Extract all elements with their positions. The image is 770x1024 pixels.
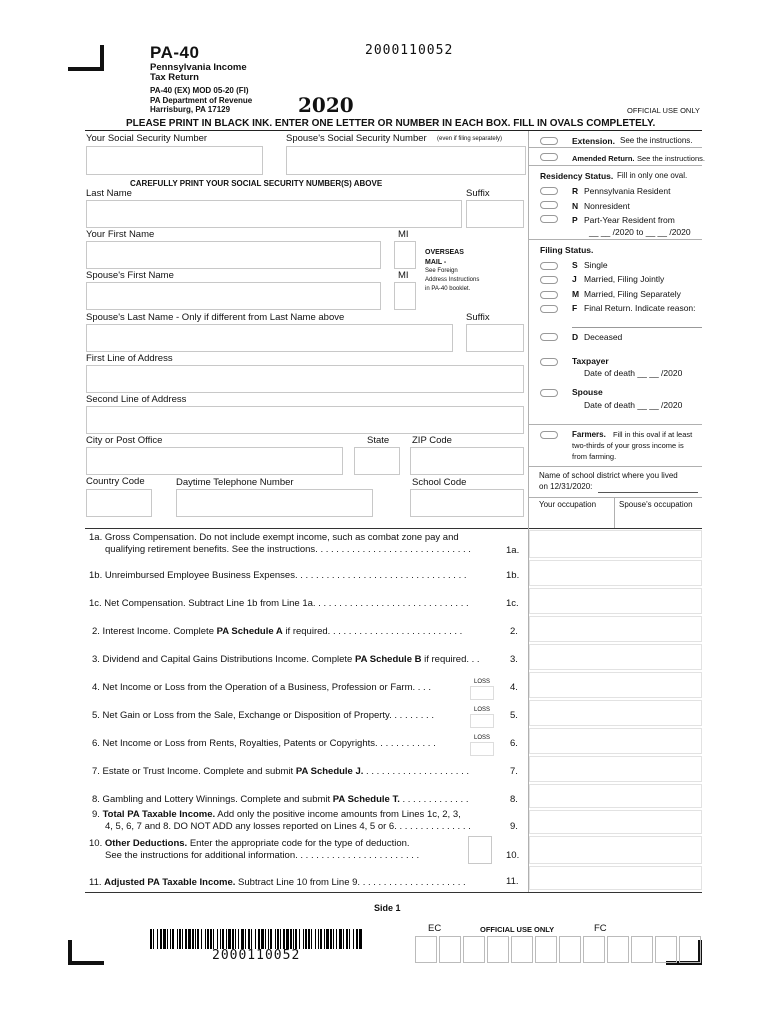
filing-d-oval[interactable]	[540, 333, 558, 341]
line-3-text: 3. Dividend and Capital Gains Distributions Income. Complete PA Schedule B if required. . .	[92, 654, 480, 665]
taxpayer-death-date: Date of death __ __ /2020	[584, 368, 683, 378]
ssn-label: Your Social Security Number	[86, 133, 208, 144]
filing-status-title: Filing Status.	[540, 245, 594, 255]
barcode-bar	[315, 929, 316, 949]
filing-j-label: Married, Filing Jointly	[584, 274, 665, 284]
spouse-first-label: Spouse's First Name	[86, 270, 174, 281]
barcode-bar	[308, 929, 310, 949]
lines-bottom-rule	[85, 892, 702, 893]
line-1b-amount[interactable]	[529, 560, 702, 586]
barcode-bar	[330, 929, 332, 949]
header-barcode-number: 2000110052	[365, 43, 454, 58]
line-9-num: 9.	[510, 821, 518, 832]
line-6-text: 6. Net Income or Loss from Rents, Royalties, Patents or Copyrights. . . . . . . . . . . .	[92, 738, 436, 749]
address2-input[interactable]	[86, 406, 524, 434]
official-use-header: OFFICIAL USE ONLY	[627, 106, 700, 115]
line-9-amount[interactable]	[529, 810, 702, 834]
official-use-box	[439, 936, 461, 963]
line-6-amount[interactable]	[529, 728, 702, 754]
official-use-box	[607, 936, 629, 963]
line-3-amount[interactable]	[529, 644, 702, 670]
line-5-amount[interactable]	[529, 700, 702, 726]
residency-n-code: N	[572, 201, 579, 211]
filing-d-label: Deceased	[584, 332, 623, 342]
barcode-bar	[255, 929, 256, 949]
residency-p-label: Part-Year Resident from	[584, 215, 675, 225]
official-use-boxes	[415, 936, 703, 964]
address1-label: First Line of Address	[86, 353, 173, 364]
barcode-bar	[353, 929, 354, 949]
barcode-bar	[167, 929, 168, 949]
filing-s-oval[interactable]	[540, 262, 558, 270]
line-3-num: 3.	[510, 654, 518, 665]
line-1a-text: 1a. Gross Compensation. Do not include exempt income, such as combat zone pay and	[89, 532, 459, 543]
farmers-oval[interactable]	[540, 431, 558, 439]
corner-mark-top-left-v	[100, 45, 104, 71]
barcode-bar	[195, 929, 196, 949]
right-panel-rule-2	[528, 165, 702, 166]
spouse-mi-input[interactable]	[394, 282, 416, 310]
corner-mark-bottom-left-v	[68, 940, 72, 965]
footer-barcode-number: 2000110052	[212, 948, 301, 963]
line-2-text: 2. Interest Income. Complete PA Schedule A if required. . . . . . . . . . . . . . . . . . . . . . . . . .	[92, 626, 463, 637]
line-10-amount[interactable]	[529, 836, 702, 864]
official-use-box	[535, 936, 557, 963]
amended-note: See the instructions.	[637, 154, 705, 163]
filing-f-label: Final Return. Indicate reason:	[584, 303, 696, 313]
first-name-input[interactable]	[86, 241, 381, 269]
line-10-code-box[interactable]	[468, 836, 492, 864]
form-title-line2: Tax Return	[150, 72, 199, 83]
barcode-bar	[222, 929, 224, 949]
zip-input[interactable]	[410, 447, 524, 475]
barcode-bar	[286, 929, 289, 949]
line-1c-amount[interactable]	[529, 588, 702, 614]
line-4-loss-label: LOSS	[474, 679, 491, 685]
line-8-num: 8.	[510, 794, 518, 805]
barcode-bar	[280, 929, 281, 949]
last-name-label: Last Name	[86, 188, 132, 199]
farmers-line3: from farming.	[572, 452, 617, 461]
barcode-bar	[320, 929, 322, 949]
line-4-amount[interactable]	[529, 672, 702, 698]
spouse-ssn-note: (even if filing separately)	[437, 136, 503, 142]
corner-mark-top-left	[68, 67, 104, 71]
barcode-bar	[265, 929, 266, 949]
filing-f-oval[interactable]	[540, 305, 558, 313]
school-district-label1: Name of school district where you lived	[539, 471, 678, 480]
barcode-bar	[268, 929, 269, 949]
amended-label: Amended Return.	[572, 154, 635, 163]
barcode-bar	[210, 929, 212, 949]
mi-label: MI	[398, 229, 409, 240]
residency-r-label: Pennsylvania Resident	[584, 186, 671, 196]
barcode-bar	[232, 929, 234, 949]
barcode-bar	[163, 929, 166, 949]
occupation-divider	[614, 497, 615, 528]
school-code-input[interactable]	[410, 489, 524, 517]
overseas-title2: MAIL -	[425, 259, 447, 266]
barcode-bar	[150, 929, 152, 949]
barcode-bar	[192, 929, 194, 949]
barcode-bar	[324, 929, 325, 949]
line-10-text2: See the instructions for additional information. . . . . . . . . . . . . . . . . . . . . . . .	[105, 850, 420, 861]
barcode-bar	[318, 929, 319, 949]
filing-d-code: D	[572, 332, 579, 342]
residency-n-label: Nonresident	[584, 201, 630, 211]
spouse-deceased-oval[interactable]	[540, 389, 558, 397]
right-panel-rule-3	[528, 239, 702, 240]
spouse-mi-label: MI	[398, 270, 409, 281]
barcode-bar	[326, 929, 329, 949]
filing-m-code: M	[572, 289, 580, 299]
footer-official-use: OFFICIAL USE ONLY	[480, 925, 555, 934]
occupation-label: Your occupation	[539, 500, 597, 509]
line-6-num: 6.	[510, 738, 518, 749]
filing-f-code: F	[572, 303, 578, 313]
official-use-box	[583, 936, 605, 963]
city-label: City or Post Office	[86, 435, 163, 446]
right-panel-rule-1	[528, 147, 702, 148]
filing-s-label: Single	[584, 260, 608, 270]
phone-input[interactable]	[176, 489, 373, 517]
barcode-bar	[179, 929, 181, 949]
line-5-text: 5. Net Gain or Loss from the Sale, Exchange or Disposition of Property. . . . . . . . .	[92, 710, 434, 721]
barcode-bar	[258, 929, 260, 949]
form-title-line1: Pennsylvania Income	[150, 62, 247, 73]
barcode-bar	[333, 929, 334, 949]
barcode-bar	[339, 929, 342, 949]
tax-year: 2020	[298, 93, 354, 117]
barcode-bar	[235, 929, 236, 949]
barcode-bar	[290, 929, 292, 949]
residency-r-oval[interactable]	[540, 187, 558, 195]
barcode-bar	[299, 929, 300, 949]
line-5-num: 5.	[510, 710, 518, 721]
ssn-input[interactable]	[86, 146, 263, 175]
line-7-amount[interactable]	[529, 756, 702, 782]
line-8-amount[interactable]	[529, 784, 702, 808]
barcode-bar	[182, 929, 183, 949]
barcode	[150, 929, 364, 949]
barcode-bar	[283, 929, 285, 949]
farmers-line1: Fill in this oval if at least	[613, 430, 693, 439]
country-label: Country Code	[86, 476, 145, 487]
barcode-bar	[160, 929, 162, 949]
school-district-input[interactable]	[598, 492, 698, 493]
official-use-box	[463, 936, 485, 963]
residency-n-oval[interactable]	[540, 201, 558, 209]
line-6-loss-label: LOSS	[474, 735, 491, 741]
residency-r-code: R	[572, 186, 579, 196]
spouse-death-date: Date of death __ __ /2020	[584, 400, 683, 410]
barcode-bar	[207, 929, 209, 949]
school-code-label: School Code	[412, 477, 467, 488]
line-4-loss-box[interactable]	[470, 686, 494, 700]
official-use-box	[487, 936, 509, 963]
dept-city: Harrisburg, PA 17129	[150, 105, 231, 114]
filing-s-code: S	[572, 260, 578, 270]
residency-p-oval[interactable]	[540, 215, 558, 223]
line-6-loss-box[interactable]	[470, 742, 494, 756]
barcode-bar	[245, 929, 246, 949]
filing-m-label: Married, Filing Separately	[584, 289, 681, 299]
official-use-box	[655, 936, 677, 963]
right-panel-rule-5	[528, 466, 702, 467]
line-9-text: 9. Total PA Taxable Income. Add only the positive income amounts from Lines 1c, 2, 3,	[92, 809, 461, 820]
filing-j-code: J	[572, 274, 577, 284]
suffix-input[interactable]	[466, 200, 524, 228]
barcode-bar	[172, 929, 174, 949]
line-5-loss-label: LOSS	[474, 707, 491, 713]
right-panel-divider	[528, 131, 529, 528]
line-4-num: 4.	[510, 682, 518, 693]
barcode-bar	[261, 929, 264, 949]
last-name-input[interactable]	[86, 200, 462, 228]
spouse-occupation-label: Spouse's occupation	[619, 500, 693, 509]
overseas-line2: Address Instructions	[425, 277, 480, 283]
spouse-first-input[interactable]	[86, 282, 381, 310]
print-instructions: PLEASE PRINT IN BLACK INK. ENTER ONE LETTER OR NUMBER IN EACH BOX. FILL IN OVALS COMPLETELY.	[126, 118, 656, 129]
lines-top-rule	[85, 528, 702, 529]
spouse-ssn-label: Spouse's Social Security Number	[286, 133, 427, 144]
barcode-bar	[153, 929, 154, 949]
address1-input[interactable]	[86, 365, 524, 393]
header-rule	[85, 130, 702, 131]
line-7-num: 7.	[510, 766, 518, 777]
line-1a-num: 1a.	[506, 545, 520, 556]
mi-input[interactable]	[394, 241, 416, 269]
farmers-label: Farmers.	[572, 430, 606, 439]
line-2-num: 2.	[510, 626, 518, 637]
right-panel-rule-4	[528, 424, 702, 425]
taxpayer-deceased-oval[interactable]	[540, 358, 558, 366]
residency-p-code: P	[572, 215, 578, 225]
barcode-bar	[359, 929, 362, 949]
extension-note: See the instructions.	[620, 136, 693, 145]
barcode-bar	[201, 929, 202, 949]
spouse-last-label: Spouse's Last Name - Only if different from Last Name above	[86, 312, 345, 323]
first-name-label: Your First Name	[86, 229, 155, 240]
barcode-bar	[303, 929, 304, 949]
overseas-line1: See Foreign	[425, 268, 458, 274]
city-input[interactable]	[86, 447, 343, 475]
line-5-loss-box[interactable]	[470, 714, 494, 728]
spouse-ssn-input[interactable]	[286, 146, 526, 175]
line-11-num: 11.	[506, 876, 519, 887]
line-4-text: 4. Net Income or Loss from the Operation of a Business, Profession or Farm. . . .	[92, 682, 431, 693]
line-7-text: 7. Estate or Trust Income. Complete and submit PA Schedule J. . . . . . . . . . . . . . . . . . . . .	[92, 766, 469, 777]
spouse-suffix-input[interactable]	[466, 324, 524, 352]
right-panel-rule-6	[528, 497, 702, 498]
line-1c-text: 1c. Net Compensation. Subtract Line 1b from Line 1a. . . . . . . . . . . . . . . . . . . . . . . . . . . . . .	[89, 598, 469, 609]
final-reason-line	[572, 327, 702, 328]
zip-label: ZIP Code	[412, 435, 452, 446]
official-use-box	[631, 936, 653, 963]
filing-j-oval[interactable]	[540, 276, 558, 284]
line-9-text2: 4, 5, 6, 7 and 8. DO NOT ADD any losses reported on Lines 4, 5 or 6. . . . . . . . . . . . . . .	[105, 821, 471, 832]
barcode-bar	[157, 929, 158, 949]
barcode-bar	[217, 929, 218, 949]
footer-fc-label: FC	[594, 923, 607, 934]
barcode-bar	[185, 929, 187, 949]
line-11-text: 11. Adjusted PA Taxable Income. Subtract Line 10 from Line 9. . . . . . . . . . . . . . . . . . . . .	[89, 877, 466, 888]
barcode-bar	[213, 929, 214, 949]
ssn-notice: CAREFULLY PRINT YOUR SOCIAL SECURITY NUMBER(S) ABOVE	[130, 179, 383, 188]
barcode-bar	[251, 929, 252, 949]
barcode-bar	[270, 929, 272, 949]
farmers-line2: two-thirds of your gross income is	[572, 441, 684, 450]
form-id: PA-40	[150, 43, 200, 62]
barcode-bar	[356, 929, 358, 949]
barcode-bar	[238, 929, 239, 949]
barcode-bar	[343, 929, 344, 949]
footer-ec-label: EC	[428, 923, 442, 934]
state-label: State	[367, 435, 390, 446]
phone-label: Daytime Telephone Number	[176, 477, 294, 488]
barcode-bar	[349, 929, 350, 949]
line-1a-amount[interactable]	[529, 530, 702, 558]
extension-label: Extension.	[572, 136, 615, 146]
official-use-box	[415, 936, 437, 963]
spouse-last-input[interactable]	[86, 324, 453, 352]
side-label: Side 1	[374, 903, 401, 913]
line-8-text: 8. Gambling and Lottery Winnings. Complete and submit PA Schedule T. . . . . . . . . . . . . .	[92, 794, 469, 805]
residency-p-dates: __ __ /2020 to __ __ /2020	[589, 227, 691, 237]
suffix-label: Suffix	[466, 188, 490, 199]
residency-title: Residency Status.	[540, 171, 614, 181]
barcode-bar	[336, 929, 337, 949]
barcode-bar	[226, 929, 227, 949]
line-10-text: 10. Other Deductions. Enter the appropriate code for the type of deduction.	[89, 838, 410, 849]
extension-oval[interactable]	[540, 137, 558, 145]
line-2-amount[interactable]	[529, 616, 702, 642]
barcode-bar	[205, 929, 206, 949]
barcode-bar	[248, 929, 250, 949]
residency-note: Fill in only one oval.	[617, 171, 688, 180]
official-use-box	[679, 936, 701, 963]
barcode-bar	[188, 929, 191, 949]
barcode-bar	[275, 929, 276, 949]
barcode-bar	[277, 929, 279, 949]
state-input[interactable]	[354, 447, 400, 475]
school-district-label2: on 12/31/2020:	[539, 482, 593, 491]
official-use-box	[511, 936, 533, 963]
spouse-suffix-label: Suffix	[466, 312, 490, 323]
spouse-label: Spouse	[572, 387, 603, 397]
barcode-bar	[241, 929, 244, 949]
form-mod: PA-40 (EX) MOD 05-20 (FI)	[150, 86, 249, 95]
barcode-bar	[197, 929, 199, 949]
overseas-title: OVERSEAS	[425, 249, 464, 256]
corner-mark-bottom-left	[68, 961, 104, 965]
filing-m-oval[interactable]	[540, 291, 558, 299]
barcode-bar	[293, 929, 294, 949]
taxpayer-label: Taxpayer	[572, 356, 609, 366]
address2-label: Second Line of Address	[86, 394, 187, 405]
line-1c-num: 1c.	[506, 598, 519, 609]
barcode-bar	[228, 929, 231, 949]
barcode-bar	[346, 929, 348, 949]
line-1b-text: 1b. Unreimbursed Employee Business Expenses. . . . . . . . . . . . . . . . . . . . . . . . . . . . . . . . .	[89, 570, 467, 581]
amended-oval[interactable]	[540, 153, 558, 161]
barcode-bar	[170, 929, 171, 949]
official-use-box	[559, 936, 581, 963]
country-input[interactable]	[86, 489, 152, 517]
line-11-amount[interactable]	[529, 866, 702, 890]
barcode-bar	[295, 929, 297, 949]
barcode-bar	[177, 929, 178, 949]
line-1b-num: 1b.	[506, 570, 520, 581]
barcode-bar	[305, 929, 307, 949]
line-1a-text2: qualifying retirement benefits. See the instructions. . . . . . . . . . . . . . . . . . . . . . . . . . . . . .	[105, 544, 471, 555]
dept-name: PA Department of Revenue	[150, 96, 253, 105]
overseas-line3: in PA-40 booklet.	[425, 286, 471, 292]
line-10-num: 10.	[506, 850, 520, 861]
barcode-bar	[220, 929, 221, 949]
barcode-bar	[311, 929, 312, 949]
